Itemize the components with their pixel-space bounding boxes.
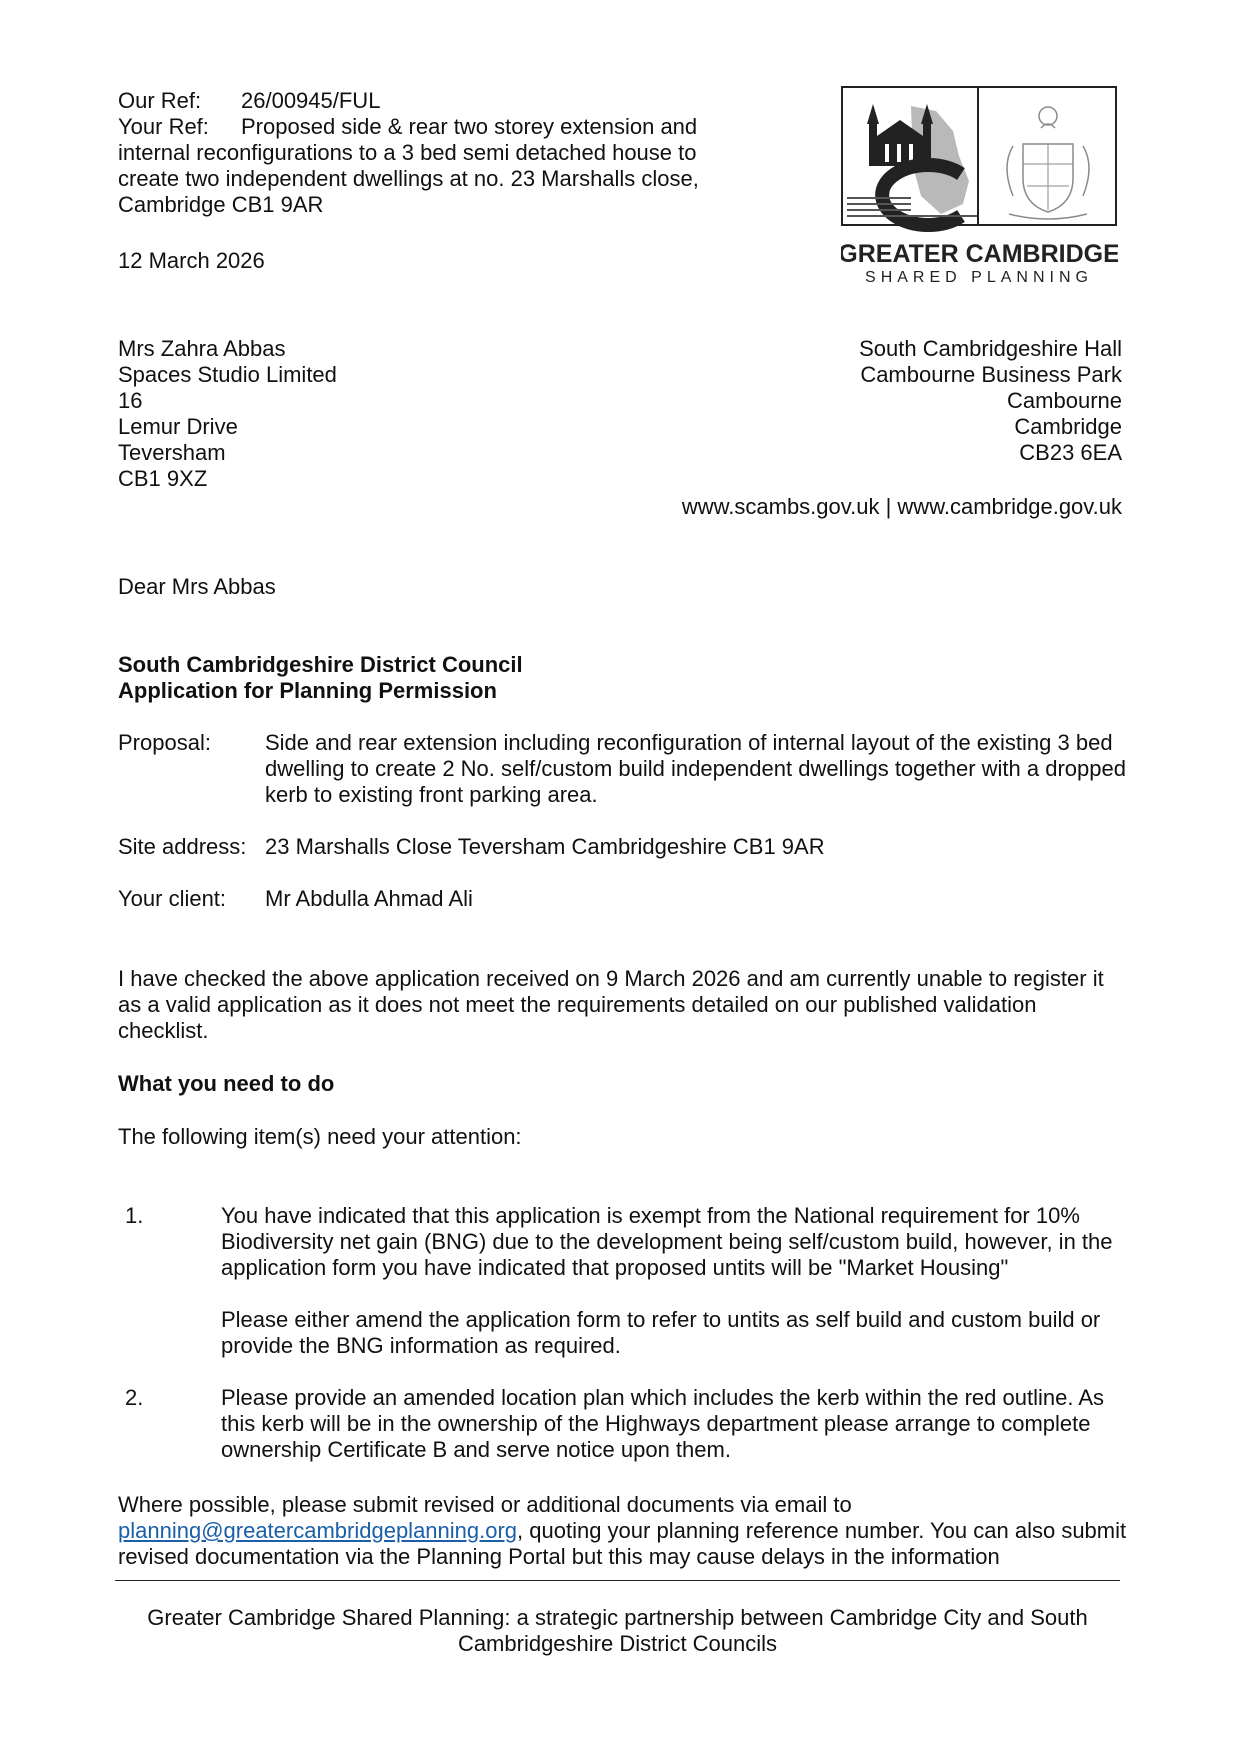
your-ref-line: internal reconfigurations to a 3 bed semi detached house to bbox=[118, 140, 697, 165]
detail-row-site-address bbox=[118, 834, 1128, 860]
item-paragraph: You have indicated that this application is exempt from the National requirement for 10% Biodiversity net gain (BNG) due to the development being self/custom build, however, in the application form you have indicated that proposed untits will be "Market Housing" bbox=[221, 1203, 1113, 1280]
footer-text: Greater Cambridge Shared Planning: a strategic partnership between Cambridge City and South Cambridgeshire District Councils bbox=[147, 1605, 1088, 1656]
our-ref-value: 26/00945/FUL bbox=[241, 88, 381, 113]
detail-label: Your client: bbox=[118, 886, 227, 911]
our-ref bbox=[118, 88, 699, 114]
action-items bbox=[118, 1203, 1128, 1489]
reference-block bbox=[118, 88, 699, 218]
sender-address bbox=[859, 336, 1122, 466]
closing-text-after: , quoting your planning reference number. You can also submit revised documentation via the Planning Portal but this may cause delays in the information bbox=[118, 1518, 1127, 1569]
sender-line: Cambourne bbox=[1007, 388, 1122, 413]
salutation: Dear Mrs Abbas bbox=[118, 574, 276, 599]
item-paragraph: Please provide an amended location plan which includes the kerb within the red outline. As this kerb will be in the ownership of the Highways department please arrange to complete ownership Certificate B and serve notice upon them. bbox=[221, 1385, 1104, 1462]
recipient-line: Lemur Drive bbox=[118, 414, 238, 439]
recipient-line: Mrs Zahra Abbas bbox=[118, 336, 286, 361]
sender-line: Cambridge bbox=[1014, 414, 1122, 439]
attention-line: The following item(s) need your attention: bbox=[118, 1124, 522, 1149]
letter-heading bbox=[118, 652, 523, 704]
sender-line: CB23 6EA bbox=[1019, 440, 1122, 465]
detail-label: Site address: bbox=[118, 834, 247, 859]
detail-label: Proposal: bbox=[118, 730, 211, 755]
recipient-line: 16 bbox=[118, 388, 143, 413]
planning-email-link[interactable]: planning@greatercambridgeplanning.org bbox=[118, 1518, 518, 1543]
item-number: 2. bbox=[125, 1385, 144, 1410]
closing-paragraph bbox=[118, 1492, 1128, 1570]
sender-line: South Cambridgeshire Hall bbox=[859, 336, 1122, 361]
your-ref-label: Your Ref: bbox=[118, 114, 209, 139]
website-links: www.scambs.gov.uk | www.cambridge.gov.uk bbox=[681, 494, 1122, 519]
item-paragraph: Please either amend the application form to refer to untits as self build and custom build or provide the BNG information as required. bbox=[221, 1307, 1101, 1358]
intro-paragraph: I have checked the above application received on 9 March 2026 and am currently unable to register it as a valid application as it does not meet the requirements detailed on our published validation checklist. bbox=[118, 966, 1104, 1043]
recipient-line: Spaces Studio Limited bbox=[118, 362, 337, 387]
detail-value: 23 Marshalls Close Teversham Cambridgeshire CB1 9AR bbox=[265, 834, 825, 859]
what-to-do-heading: What you need to do bbox=[118, 1071, 335, 1096]
heading-line: Application for Planning Permission bbox=[118, 678, 497, 703]
our-ref-label: Our Ref: bbox=[118, 88, 202, 113]
greater-cambridge-logo bbox=[841, 86, 1118, 286]
recipient-line: Teversham bbox=[118, 440, 226, 465]
your-ref-line: Cambridge CB1 9AR bbox=[118, 192, 324, 217]
letter-date: 12 March 2026 bbox=[118, 248, 265, 273]
detail-value: Mr Abdulla Ahmad Ali bbox=[265, 886, 473, 911]
recipient-line: CB1 9XZ bbox=[118, 466, 208, 491]
recipient-address bbox=[118, 336, 337, 492]
list-item bbox=[118, 1385, 1128, 1463]
your-ref bbox=[118, 114, 699, 140]
application-details bbox=[118, 730, 1128, 938]
logo-emblem-icon bbox=[841, 86, 1118, 286]
logo-line1: GREATER CAMBRIDGE bbox=[841, 240, 1118, 268]
sender-line: Cambourne Business Park bbox=[860, 362, 1122, 387]
your-ref-line: Proposed side & rear two storey extension and bbox=[241, 114, 698, 139]
closing-text-before: Where possible, please submit revised or additional documents via email to bbox=[118, 1492, 852, 1517]
logo-line2: SHARED PLANNING bbox=[865, 269, 1093, 286]
your-ref-line: create two independent dwellings at no. 23 Marshalls close, bbox=[118, 166, 699, 191]
detail-row-client bbox=[118, 886, 1128, 912]
detail-value: Side and rear extension including reconfiguration of internal layout of the existing 3 bed dwelling to create 2 No. self/custom build independent dwellings together with a dropped kerb to existing front parking area. bbox=[265, 730, 1126, 807]
list-item bbox=[118, 1203, 1128, 1359]
footer-divider bbox=[115, 1580, 1120, 1581]
heading-line: South Cambridgeshire District Council bbox=[118, 652, 523, 677]
item-number: 1. bbox=[125, 1203, 144, 1228]
detail-row-proposal bbox=[118, 730, 1128, 808]
